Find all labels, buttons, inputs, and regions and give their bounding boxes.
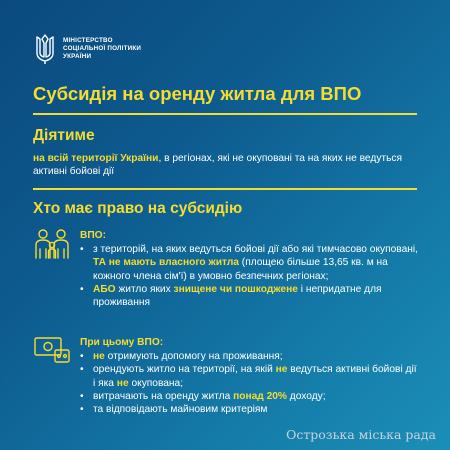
body-text: житло яких: [115, 283, 174, 295]
body-text: ведуться активні бойові дії і яка: [93, 364, 417, 389]
bullet-icon: •: [80, 390, 84, 402]
trident-icon: [33, 33, 57, 65]
bullet-icon: •: [80, 283, 84, 295]
list-item: [80, 403, 420, 416]
bullet-icon: •: [80, 351, 84, 363]
ministry-header: [33, 33, 141, 65]
money-icon: [33, 336, 71, 364]
ministry-line: МІНІСТЕРСТВО: [63, 37, 113, 44]
ministry-line: СОЦІАЛЬНОЇ ПОЛІТИКИ: [63, 45, 142, 52]
body-text: доходу;: [286, 390, 326, 402]
body-text: та відповідають майновим критеріям: [93, 404, 268, 416]
body-text: орендують житло на території, на якій: [93, 364, 276, 376]
list-item: [80, 363, 420, 389]
conditions-block: [80, 336, 420, 416]
divider-top: [33, 113, 417, 115]
list-item: [80, 243, 420, 283]
list-item: [80, 390, 420, 403]
block-lead: ВПО:: [80, 230, 106, 241]
ministry-line: УКРАЇНИ: [63, 53, 92, 60]
bullet-icon: •: [80, 364, 84, 376]
eligibility-block: [80, 229, 420, 309]
watermark-text: Острозька міська рада: [286, 427, 436, 442]
section-active-text: [33, 152, 423, 178]
highlight-text: АБО: [93, 283, 116, 295]
list-item: [80, 283, 420, 309]
highlight-text: знищене чи пошкоджене: [173, 283, 298, 295]
highlight-text: не: [116, 377, 129, 389]
section-heading-eligibility: Хто має право на субсидію: [33, 200, 243, 217]
highlight-text: ТА не мають власного житла: [93, 257, 239, 269]
divider-middle: [33, 188, 417, 190]
body-text: витрачають на оренду житла: [93, 390, 234, 402]
highlight-text: на всій території України: [33, 153, 159, 164]
body-text: з територій, на яких ведуться бойові дії або які тимчасово окуповані,: [93, 244, 418, 256]
ministry-name: [63, 37, 141, 61]
body-text: отримують допомогу на проживання;: [104, 351, 283, 363]
highlight-text: понад 20%: [233, 390, 287, 402]
body-text: (площею більше 13,65 кв. м на кожного члена сім'ї) в умовно безпечних регіонах;: [93, 257, 388, 282]
body-text: окупована;: [128, 377, 184, 389]
bullet-icon: •: [80, 244, 84, 256]
highlight-text: не: [93, 351, 105, 363]
family-icon: [33, 228, 71, 260]
body-text: і непридатне для проживання: [93, 283, 382, 309]
page-title: Субсидія на оренду житла для ВПО: [33, 83, 362, 104]
bullet-icon: •: [80, 404, 84, 416]
section-heading-active: Діятиме: [33, 127, 95, 144]
body-text: , в регіонах, які не окуповані та на яких не ведуться активні бойові дії: [33, 153, 402, 178]
block-lead: При цьому ВПО:: [80, 337, 164, 348]
highlight-text: не: [275, 364, 288, 376]
list-item: [80, 350, 420, 363]
